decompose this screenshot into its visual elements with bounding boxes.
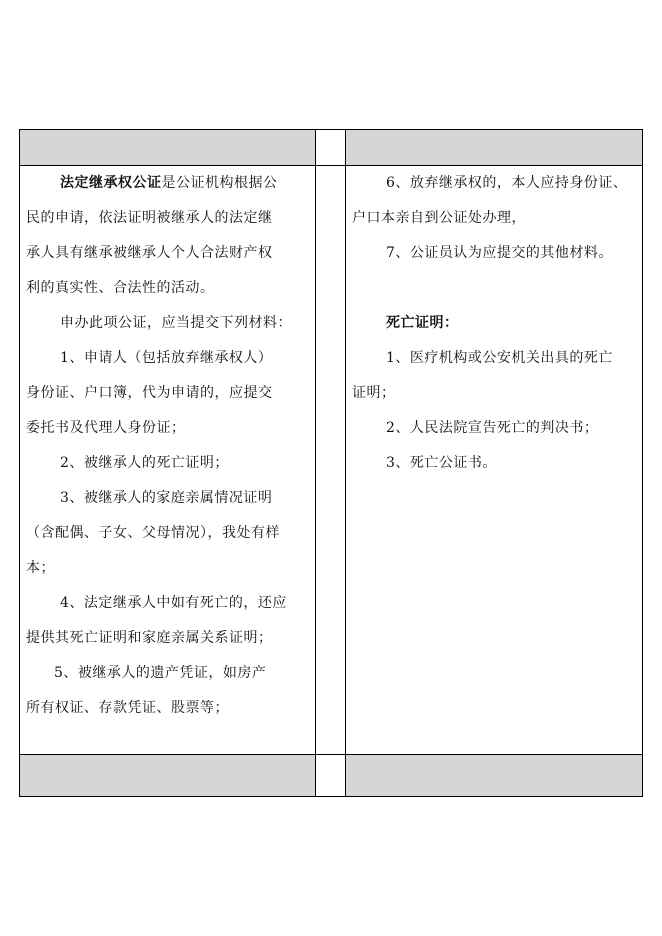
right-column xyxy=(352,166,638,481)
item-1-cont: 身份证、户口簿，代为申请的，应提交 xyxy=(26,385,273,401)
intro-line: 民的申请，依法证明被继承人的法定继 xyxy=(26,210,273,226)
item-3-cont: （含配偶、子女、父母情况），我处有样 xyxy=(26,525,280,541)
death-item-3: 3、死亡公证书。 xyxy=(386,455,497,471)
header-band xyxy=(20,130,642,166)
materials-heading: 申办此项公证，应当提交下列材料： xyxy=(60,315,292,331)
column-divider xyxy=(315,130,316,796)
item-1: 1、申请人（包括放弃继承权人） xyxy=(60,350,273,366)
item-3: 3、被继承人的家庭亲属情况证明 xyxy=(60,490,273,506)
item-5: 5、被继承人的遗产凭证，如房产 xyxy=(54,665,267,681)
left-column xyxy=(26,166,310,726)
intro-bold-term: 法定继承权公证 xyxy=(60,175,162,191)
death-item-2: 2、人民法院宣告死亡的判决书； xyxy=(386,420,599,436)
intro-line: 利的真实性、合法性的活动。 xyxy=(26,280,215,296)
item-3-cont: 本； xyxy=(26,560,55,576)
intro-line: 承人具有继承被继承人个人合法财产权 xyxy=(26,245,273,261)
footer-band xyxy=(20,754,642,796)
intro-rest: 是公证机构根据公 xyxy=(161,175,278,191)
item-4-cont: 提供其死亡证明和家庭亲属关系证明； xyxy=(26,630,273,646)
item-7: 7、公证员认为应提交的其他材料。 xyxy=(386,245,613,261)
document-table xyxy=(19,129,643,797)
death-proof-heading: 死亡证明： xyxy=(386,315,459,331)
item-5-cont: 所有权证、存款凭证、股票等； xyxy=(26,700,229,716)
death-item-1-cont: 证明； xyxy=(352,385,396,401)
item-1-cont: 委托书及代理人身份证； xyxy=(26,420,186,436)
item-6-cont: 户口本亲自到公证处办理， xyxy=(352,210,526,226)
death-item-1: 1、医疗机构或公安机关出具的死亡 xyxy=(386,350,613,366)
intro-line xyxy=(26,166,310,201)
item-2: 2、被继承人的死亡证明； xyxy=(60,455,229,471)
item-6: 6、放弃继承权的，本人应持身份证、 xyxy=(386,175,628,191)
item-4: 4、法定继承人中如有死亡的，还应 xyxy=(60,595,287,611)
column-divider xyxy=(345,130,346,796)
